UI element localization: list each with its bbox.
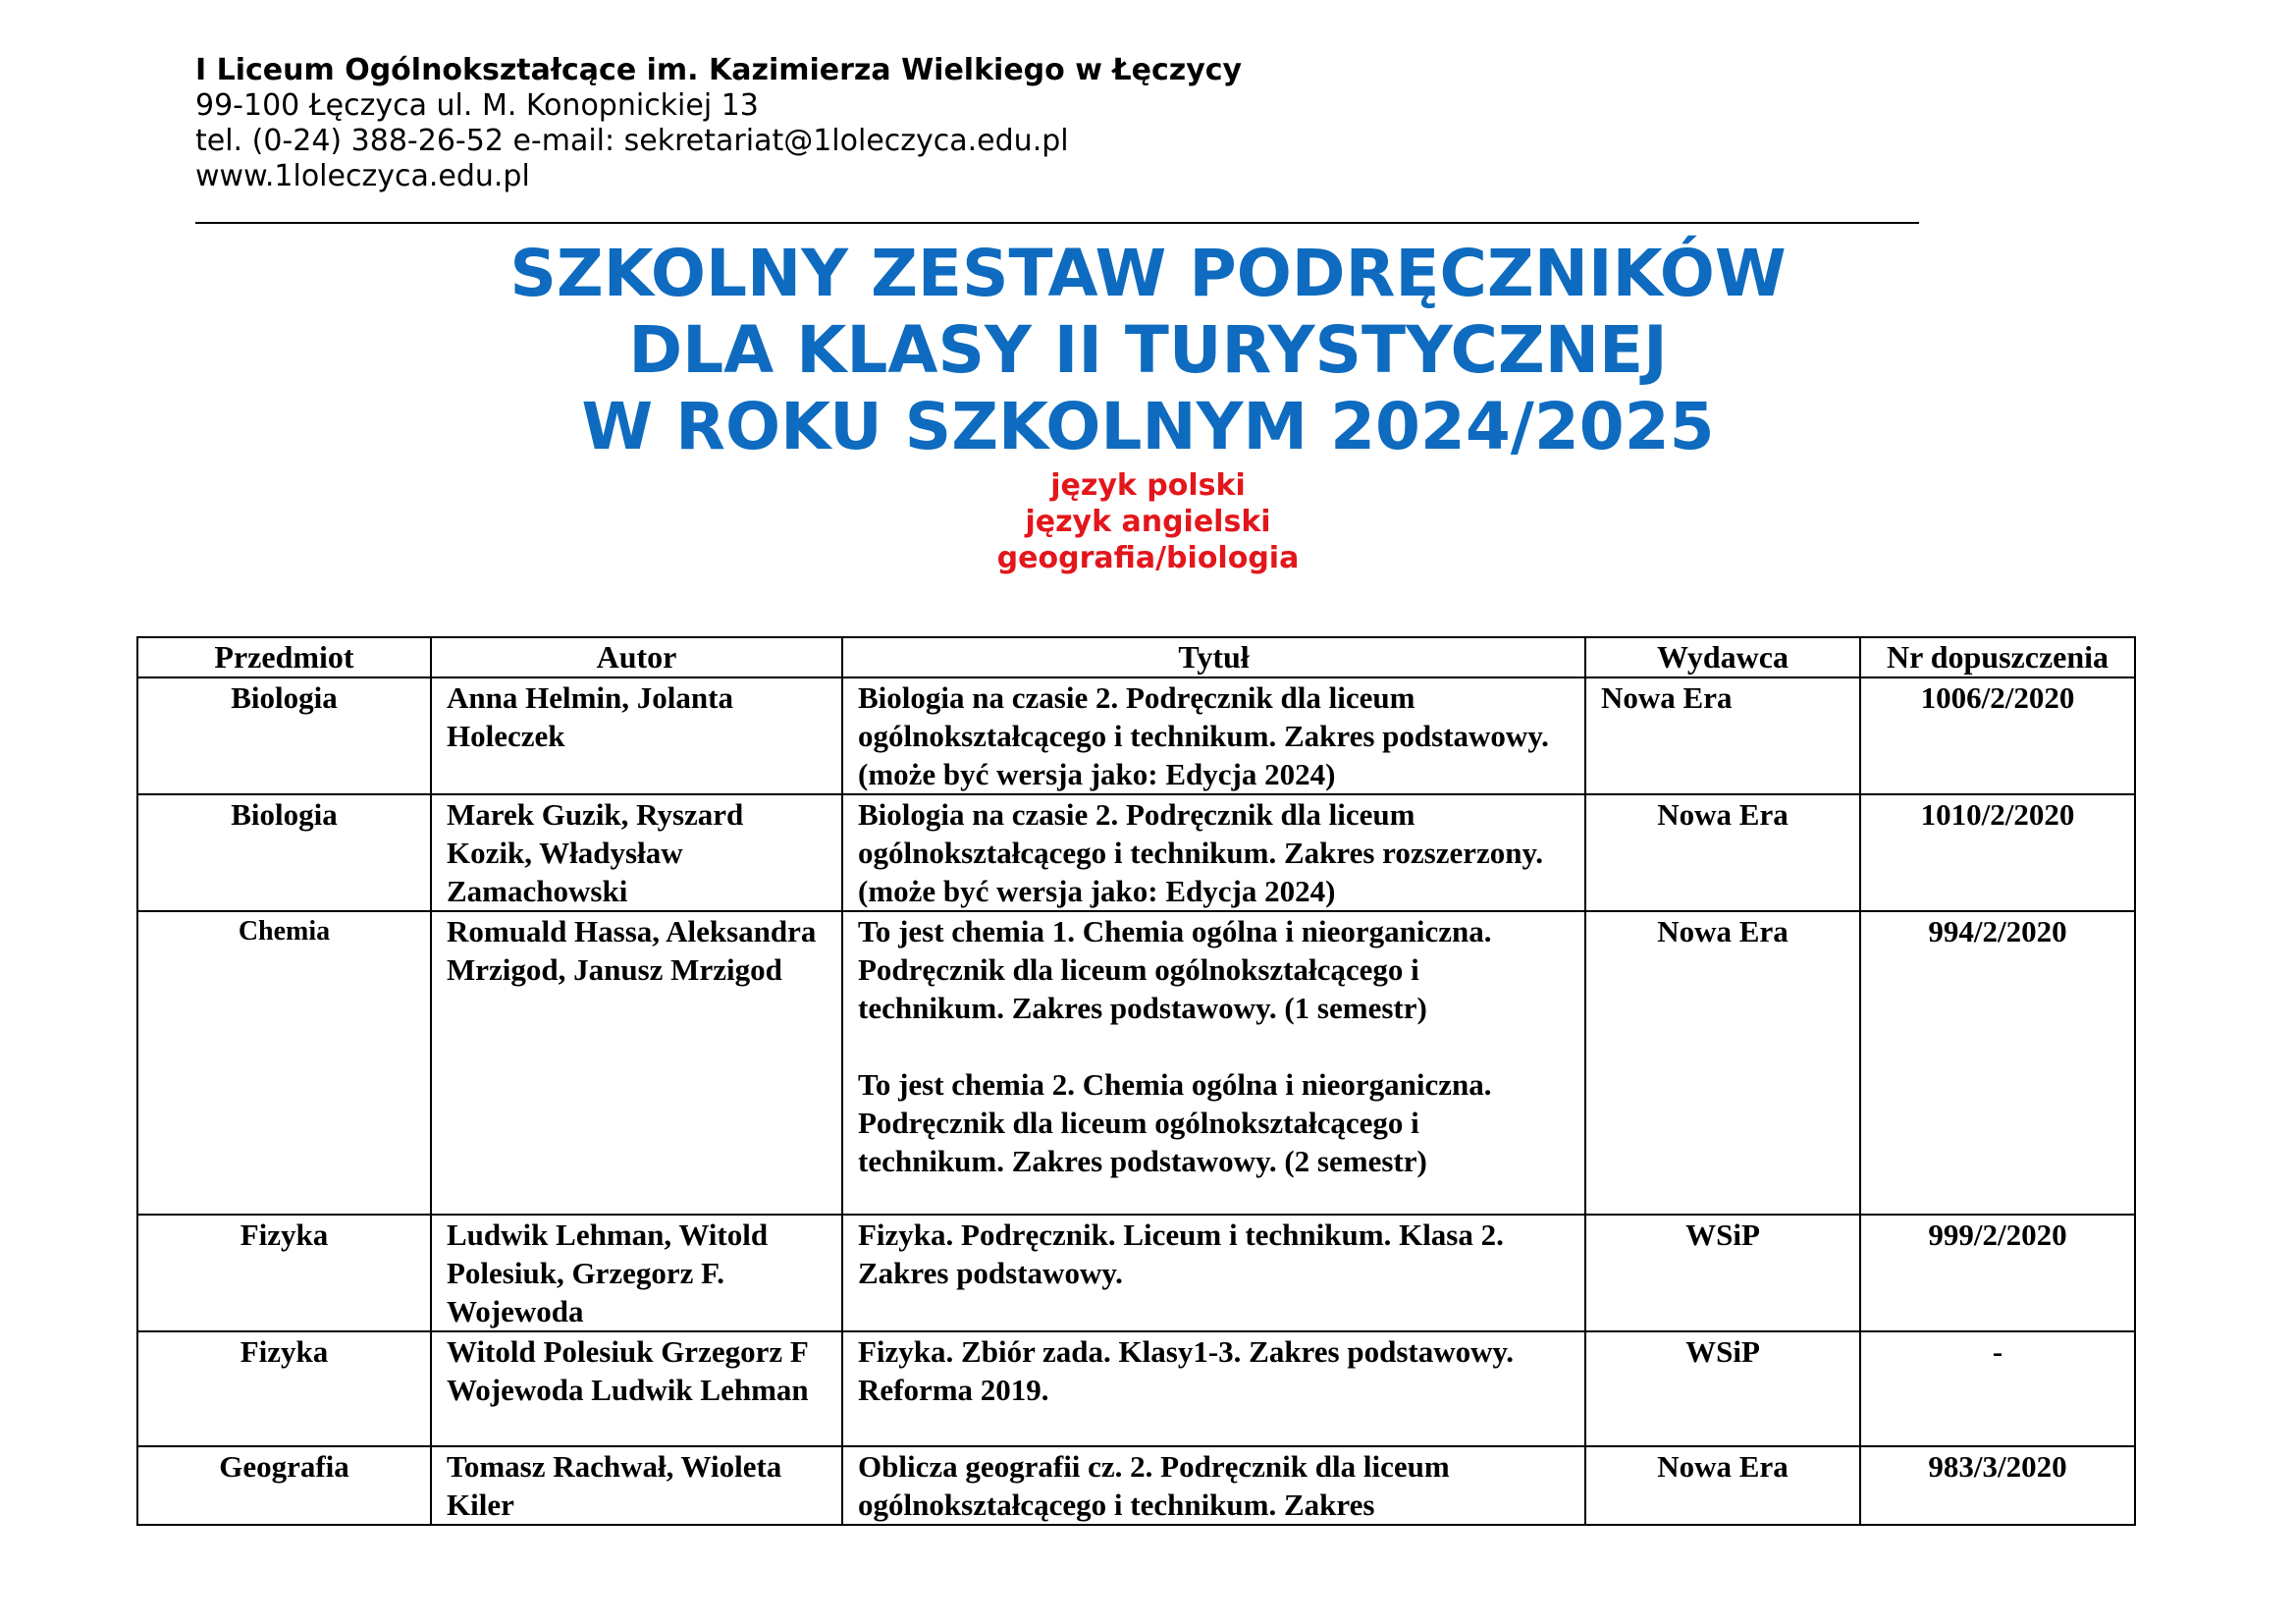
- document-title: [0, 236, 2296, 465]
- table-row: [137, 1215, 2135, 1331]
- column-header-author: Autor: [431, 637, 842, 677]
- header-divider: [195, 222, 1919, 224]
- cell-approval: 1006/2/2020: [1860, 677, 2135, 794]
- title-part-1: To jest chemia 1. Chemia ogólna i nieorganiczna. Podręcznik dla liceum ogólnokształcącego i technikum. Zakres podstawowy. (1 semestr): [858, 914, 1492, 1025]
- table-row: [137, 911, 2135, 1215]
- title-line-3: W ROKU SZKOLNYM 2024/2025: [581, 389, 1715, 464]
- cell-title: Fizyka. Podręcznik. Liceum i technikum. Klasa 2. Zakres podstawowy.: [842, 1215, 1585, 1331]
- title-line-1: SZKOLNY ZESTAW PODRĘCZNIKÓW: [509, 236, 1787, 311]
- cell-title: Oblicza geografii cz. 2. Podręcznik dla liceum ogólnokształcącego i technikum. Zakres: [842, 1446, 1585, 1525]
- column-header-subject: Przedmiot: [137, 637, 431, 677]
- cell-publisher: Nowa Era: [1585, 1446, 1860, 1525]
- cell-subject: Fizyka: [137, 1215, 431, 1331]
- table-row: [137, 1446, 2135, 1525]
- cell-publisher: Nowa Era: [1585, 677, 1860, 794]
- table-header-row: [137, 637, 2135, 677]
- school-name: I Liceum Ogólnokształcące im. Kazimierza Wielkiego w Łęczycy: [195, 53, 1243, 87]
- cell-subject: Geografia: [137, 1446, 431, 1525]
- cell-title: Biologia na czasie 2. Podręcznik dla liceum ogólnokształcącego i technikum. Zakres podstawowy. (może być wersja jako: Edycja 2024): [842, 677, 1585, 794]
- cell-publisher: Nowa Era: [1585, 794, 1860, 911]
- table-row: [137, 794, 2135, 911]
- cell-title: [842, 911, 1585, 1215]
- cell-approval: -: [1860, 1331, 2135, 1446]
- paragraph-gap: [858, 1027, 1570, 1065]
- column-header-publisher: Wydawca: [1585, 637, 1860, 677]
- cell-author: Anna Helmin, Jolanta Holeczek: [431, 677, 842, 794]
- table-row: [137, 1331, 2135, 1446]
- cell-author: Witold Polesiuk Grzegorz F Wojewoda Ludwik Lehman: [431, 1331, 842, 1446]
- cell-subject: Biologia: [137, 677, 431, 794]
- school-header: [195, 53, 1242, 194]
- cell-subject: Biologia: [137, 794, 431, 911]
- cell-publisher: Nowa Era: [1585, 911, 1860, 1215]
- table-row: [137, 677, 2135, 794]
- cell-author: Tomasz Rachwał, Wioleta Kiler: [431, 1446, 842, 1525]
- cell-title: Fizyka. Zbiór zada. Klasy1-3. Zakres podstawowy. Reforma 2019.: [842, 1331, 1585, 1446]
- school-contact: tel. (0-24) 388-26-52 e-mail: sekretariat@1loleczyca.edu.pl: [195, 124, 1069, 158]
- subject-line: język polski: [1050, 468, 1246, 503]
- school-address: 99-100 Łęczyca ul. M. Konopnickiej 13: [195, 88, 759, 123]
- cell-publisher: WSiP: [1585, 1331, 1860, 1446]
- cell-approval: 1010/2/2020: [1860, 794, 2135, 911]
- subject-line: geografia/biologia: [996, 541, 1300, 575]
- title-line-2: DLA KLASY II TURYSTYCZNEJ: [628, 312, 1668, 388]
- column-header-title: Tytuł: [842, 637, 1585, 677]
- column-header-approval: Nr dopuszczenia: [1860, 637, 2135, 677]
- cell-author: Romuald Hassa, Aleksandra Mrzigod, Janusz Mrzigod: [431, 911, 842, 1215]
- cell-approval: 999/2/2020: [1860, 1215, 2135, 1331]
- subject-line: język angielski: [1025, 505, 1271, 539]
- cell-approval: 994/2/2020: [1860, 911, 2135, 1215]
- cell-approval: 983/3/2020: [1860, 1446, 2135, 1525]
- cell-subject: Fizyka: [137, 1331, 431, 1446]
- cell-title: Biologia na czasie 2. Podręcznik dla liceum ogólnokształcącego i technikum. Zakres rozszerzony. (może być wersja jako: Edycja 2024): [842, 794, 1585, 911]
- cell-publisher: WSiP: [1585, 1215, 1860, 1331]
- cell-author: Marek Guzik, Ryszard Kozik, Władysław Zamachowski: [431, 794, 842, 911]
- cell-subject: Chemia: [137, 911, 431, 1215]
- class-subjects: [0, 467, 2296, 576]
- school-website: www.1loleczyca.edu.pl: [195, 159, 530, 193]
- title-part-2: To jest chemia 2. Chemia ogólna i nieorganiczna. Podręcznik dla liceum ogólnokształcącego i technikum. Zakres podstawowy. (2 semestr): [858, 1067, 1492, 1178]
- cell-author: Ludwik Lehman, Witold Polesiuk, Grzegorz F. Wojewoda: [431, 1215, 842, 1331]
- textbook-table: [136, 636, 2136, 1526]
